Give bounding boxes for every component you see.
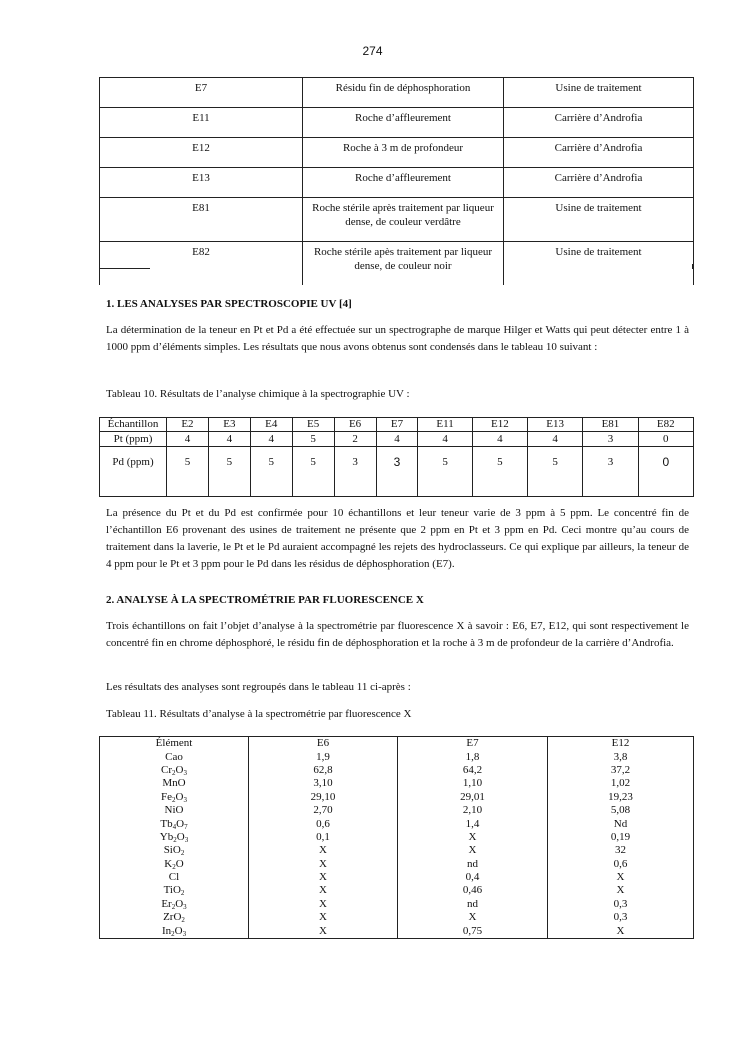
cell-value: 5 (292, 447, 334, 497)
subscript: 3 (183, 768, 187, 777)
element-name (100, 911, 249, 924)
element-name: Cl (100, 871, 249, 884)
table-row (100, 924, 694, 938)
cell-value: 0,1 (249, 831, 398, 844)
cell-value: Nd (548, 817, 694, 830)
table-row (100, 777, 694, 790)
cell-value: 0,75 (398, 924, 548, 938)
table-header-row (100, 737, 694, 751)
cell-value: 5 (528, 447, 583, 497)
cell-value: X (249, 844, 398, 857)
table-row (100, 898, 694, 911)
sample-location: Usine de traitement (504, 242, 694, 286)
element-symbol: TiO (163, 884, 181, 897)
table-row (100, 198, 694, 242)
sample-location: Carrière d’Androfia (504, 168, 694, 198)
sample-location: Carrière d’Androfia (504, 138, 694, 168)
cell-value: 0,6 (249, 817, 398, 830)
cell-value: 32 (548, 844, 694, 857)
cell-value: 19,23 (548, 791, 694, 804)
table-border-tick (692, 264, 693, 269)
cell-value: 2,10 (398, 804, 548, 817)
table-row (100, 750, 694, 763)
element-name (100, 831, 249, 844)
element-name: NiO (100, 804, 249, 817)
element-name (100, 844, 249, 857)
table-row (100, 911, 694, 924)
table-row (100, 871, 694, 884)
table11-caption: Tableau 11. Résultats d’analyse à la spectrométrie par fluorescence X (106, 708, 412, 720)
table-bottom-border-left (99, 268, 150, 269)
table-row (100, 242, 694, 286)
table-header-row (100, 418, 694, 432)
cell-value: X (548, 924, 694, 938)
cell-value: 4 (376, 432, 418, 447)
cell-value: 3,8 (548, 750, 694, 763)
element-symbol: O (176, 817, 185, 830)
cell-value: 5 (208, 447, 250, 497)
subscript: 7 (184, 822, 188, 831)
cell-value: 5 (167, 447, 209, 497)
table-row (100, 78, 694, 108)
cell-value: 4 (418, 432, 472, 447)
cell-value: 29,10 (249, 791, 398, 804)
element-symbol: O (175, 857, 184, 870)
element-name: MnO (100, 777, 249, 790)
element-symbol: O (176, 830, 185, 843)
subscript: 2 (172, 768, 176, 777)
cell-value: 37,2 (548, 764, 694, 777)
subscript: 2 (172, 862, 176, 871)
sample-header: E7 (376, 418, 418, 432)
sample-header: E82 (638, 418, 693, 432)
element-name (100, 924, 249, 938)
cell-value: 4 (472, 432, 527, 447)
subscript: 3 (184, 835, 189, 844)
sample-code: E12 (100, 138, 303, 168)
section1-intro: La détermination de la teneur en Pt et Pd a été effectuée sur un spectrographe de marque Hilger et Watts qui peut détecter entre 1 à 1000 ppm d’éléments simples. Les résultats que nous avons obtenus sont condensés dans le tableau 10 suivant : (106, 324, 689, 353)
sample-description: Roche à 3 m de profondeur (303, 138, 504, 168)
element-symbol: O (175, 897, 184, 910)
element-name: Cao (100, 750, 249, 763)
sample-code: E13 (100, 168, 303, 198)
cell-value: 0,46 (398, 884, 548, 897)
column-header: E7 (398, 737, 548, 751)
element-symbol: Tb (160, 817, 173, 830)
sample-header: E3 (208, 418, 250, 432)
samples-table (99, 77, 694, 285)
cell-value: 1,8 (398, 750, 548, 763)
uv-results-table (99, 417, 694, 497)
section2-intro: Trois échantillons on fait l’objet d’analyse à la spectrométrie par fluorescence X à savoir : E6, E7, E12, qui sont respectivement le concentré fin en chrome déphosphoré, le résidu fin de déphosphoration et la roche à 3 m de profondeur de la carrière d’Androfia. (106, 620, 689, 649)
cell-value: X (249, 924, 398, 938)
section2-heading: 2. ANALYSE À LA SPECTROMÉTRIE PAR FLUORESCENCE X (106, 594, 424, 606)
cell-value: 2 (334, 432, 376, 447)
cell-value: nd (398, 858, 548, 871)
element-symbol: Fe (161, 790, 173, 803)
row-label: Pt (ppm) (100, 432, 167, 447)
cell-value: 0 (638, 432, 693, 447)
cell-value: X (548, 884, 694, 897)
element-symbol: Yb (159, 830, 174, 843)
column-header: E6 (249, 737, 398, 751)
table-row (100, 858, 694, 871)
cell-value: nd (398, 898, 548, 911)
cell-value: 5 (250, 447, 292, 497)
subscript: 3 (183, 902, 187, 911)
subscript: 2 (180, 849, 185, 858)
table-row (100, 844, 694, 857)
subscript: 3 (182, 929, 187, 938)
subscript: 3 (183, 795, 187, 804)
cell-value: X (249, 898, 398, 911)
sample-header: E13 (528, 418, 583, 432)
table-row (100, 804, 694, 817)
header-label: Échantillon (100, 418, 167, 432)
table-row (100, 432, 694, 447)
cell-value: 3 (583, 447, 638, 497)
element-name (100, 791, 249, 804)
subscript: 2 (171, 929, 175, 938)
cell-value: 5,08 (548, 804, 694, 817)
cell-value: 0,3 (548, 898, 694, 911)
cell-value: 2,70 (249, 804, 398, 817)
element-symbol: SiO (163, 844, 181, 857)
table-row (100, 791, 694, 804)
table-row (100, 108, 694, 138)
column-header: E12 (548, 737, 694, 751)
sample-description: Roche stérile après traitement par liqueur dense, de couleur verdâtre (303, 198, 504, 242)
table-row (100, 764, 694, 777)
element-symbol: Cr (161, 763, 173, 776)
subscript: 4 (172, 822, 177, 831)
element-symbol: ZrO (163, 911, 182, 924)
element-symbol: O (174, 924, 183, 937)
cell-value: 29,01 (398, 791, 548, 804)
section1-conclusion: La présence du Pt et du Pd est confirmée pour 10 échantillons et leur teneur varie de 3 ppm à 5 ppm. Le concentré fin de l’échantillon E6 provenant des usines de traitement ne présente que 2 ppm en Pt et 3 ppm en Pd. Ceci montre qu’au cours de traitement dans la laverie, le Pt et le Pd auraient accompagné les rejets des hydroclasseurs. Ce qui explique par ailleurs, la teneur de 4 ppm pour le Pt et 3 ppm pour le Pd dans les résidus de déphosphoration (E7). (106, 507, 689, 570)
page-number: 274 (362, 44, 383, 58)
cell-value: 5 (418, 447, 472, 497)
table-row (100, 817, 694, 830)
element-symbol: O (175, 790, 184, 803)
cell-value: 3 (583, 432, 638, 447)
sample-header: E2 (167, 418, 209, 432)
results-intro: Les résultats des analyses sont regroupés dans le tableau 11 ci-après : (106, 681, 411, 693)
sample-header: E81 (583, 418, 638, 432)
subscript: 2 (172, 795, 176, 804)
subscript: 2 (180, 889, 185, 898)
cell-value: 4 (250, 432, 292, 447)
subscript: 2 (171, 902, 176, 911)
element-name (100, 898, 249, 911)
table-row (100, 447, 694, 497)
element-name (100, 884, 249, 897)
sample-header: E5 (292, 418, 334, 432)
sample-header: E11 (418, 418, 472, 432)
element-symbol: Er (161, 897, 172, 910)
element-symbol: O (175, 763, 184, 776)
cell-value: 1,02 (548, 777, 694, 790)
sample-code: E81 (100, 198, 303, 242)
cell-value: 4 (528, 432, 583, 447)
element-name (100, 764, 249, 777)
cell-value: 5 (292, 432, 334, 447)
sample-location: Usine de traitement (504, 198, 694, 242)
sample-description: Roche d’affleurement (303, 108, 504, 138)
sample-code: E82 (100, 242, 303, 286)
cell-value: X (398, 844, 548, 857)
table-row (100, 138, 694, 168)
element-name (100, 817, 249, 830)
cell-value: 62,8 (249, 764, 398, 777)
cell-value: 3 (334, 447, 376, 497)
sample-description: Roche d’affleurement (303, 168, 504, 198)
cell-value: 5 (472, 447, 527, 497)
cell-value: X (249, 911, 398, 924)
cell-value: X (249, 884, 398, 897)
cell-value: 1,10 (398, 777, 548, 790)
cell-value: 3,10 (249, 777, 398, 790)
sample-description: Résidu fin de déphosphoration (303, 78, 504, 108)
subscript: 2 (181, 916, 185, 925)
table-row (100, 831, 694, 844)
element-symbol: In (161, 924, 172, 937)
sample-header: E12 (472, 418, 527, 432)
cell-value: 3 (376, 447, 418, 497)
cell-value: 1,9 (249, 750, 398, 763)
sample-header: E4 (250, 418, 292, 432)
cell-value: 0,6 (548, 858, 694, 871)
cell-value: 1,4 (398, 817, 548, 830)
cell-value: 4 (167, 432, 209, 447)
element-symbol: K (164, 857, 173, 870)
element-name (100, 858, 249, 871)
table-row (100, 168, 694, 198)
cell-value: 0,4 (398, 871, 548, 884)
section1-heading: 1. LES ANALYSES PAR SPECTROSCOPIE UV [4] (106, 298, 352, 310)
sample-code: E7 (100, 78, 303, 108)
cell-value: X (548, 871, 694, 884)
table-row (100, 884, 694, 897)
cell-value: X (398, 911, 548, 924)
cell-value: 0,19 (548, 831, 694, 844)
table10-caption: Tableau 10. Résultats de l’analyse chimique à la spectrographie UV : (106, 388, 410, 400)
cell-value: 4 (208, 432, 250, 447)
sample-code: E11 (100, 108, 303, 138)
subscript: 2 (173, 835, 177, 844)
sample-description: Roche stérile apès traitement par liqueur dense, de couleur noir (303, 242, 504, 286)
sample-header: E6 (334, 418, 376, 432)
sample-location: Usine de traitement (504, 78, 694, 108)
cell-value: X (249, 871, 398, 884)
cell-value: X (249, 858, 398, 871)
row-label: Pd (ppm) (100, 447, 167, 497)
cell-value: 0 (638, 447, 693, 497)
fluorescence-results-table (99, 736, 694, 939)
cell-value: 64,2 (398, 764, 548, 777)
sample-location: Carrière d’Androfia (504, 108, 694, 138)
cell-value: 0,3 (548, 911, 694, 924)
cell-value: X (398, 831, 548, 844)
column-header: Élément (100, 737, 249, 751)
